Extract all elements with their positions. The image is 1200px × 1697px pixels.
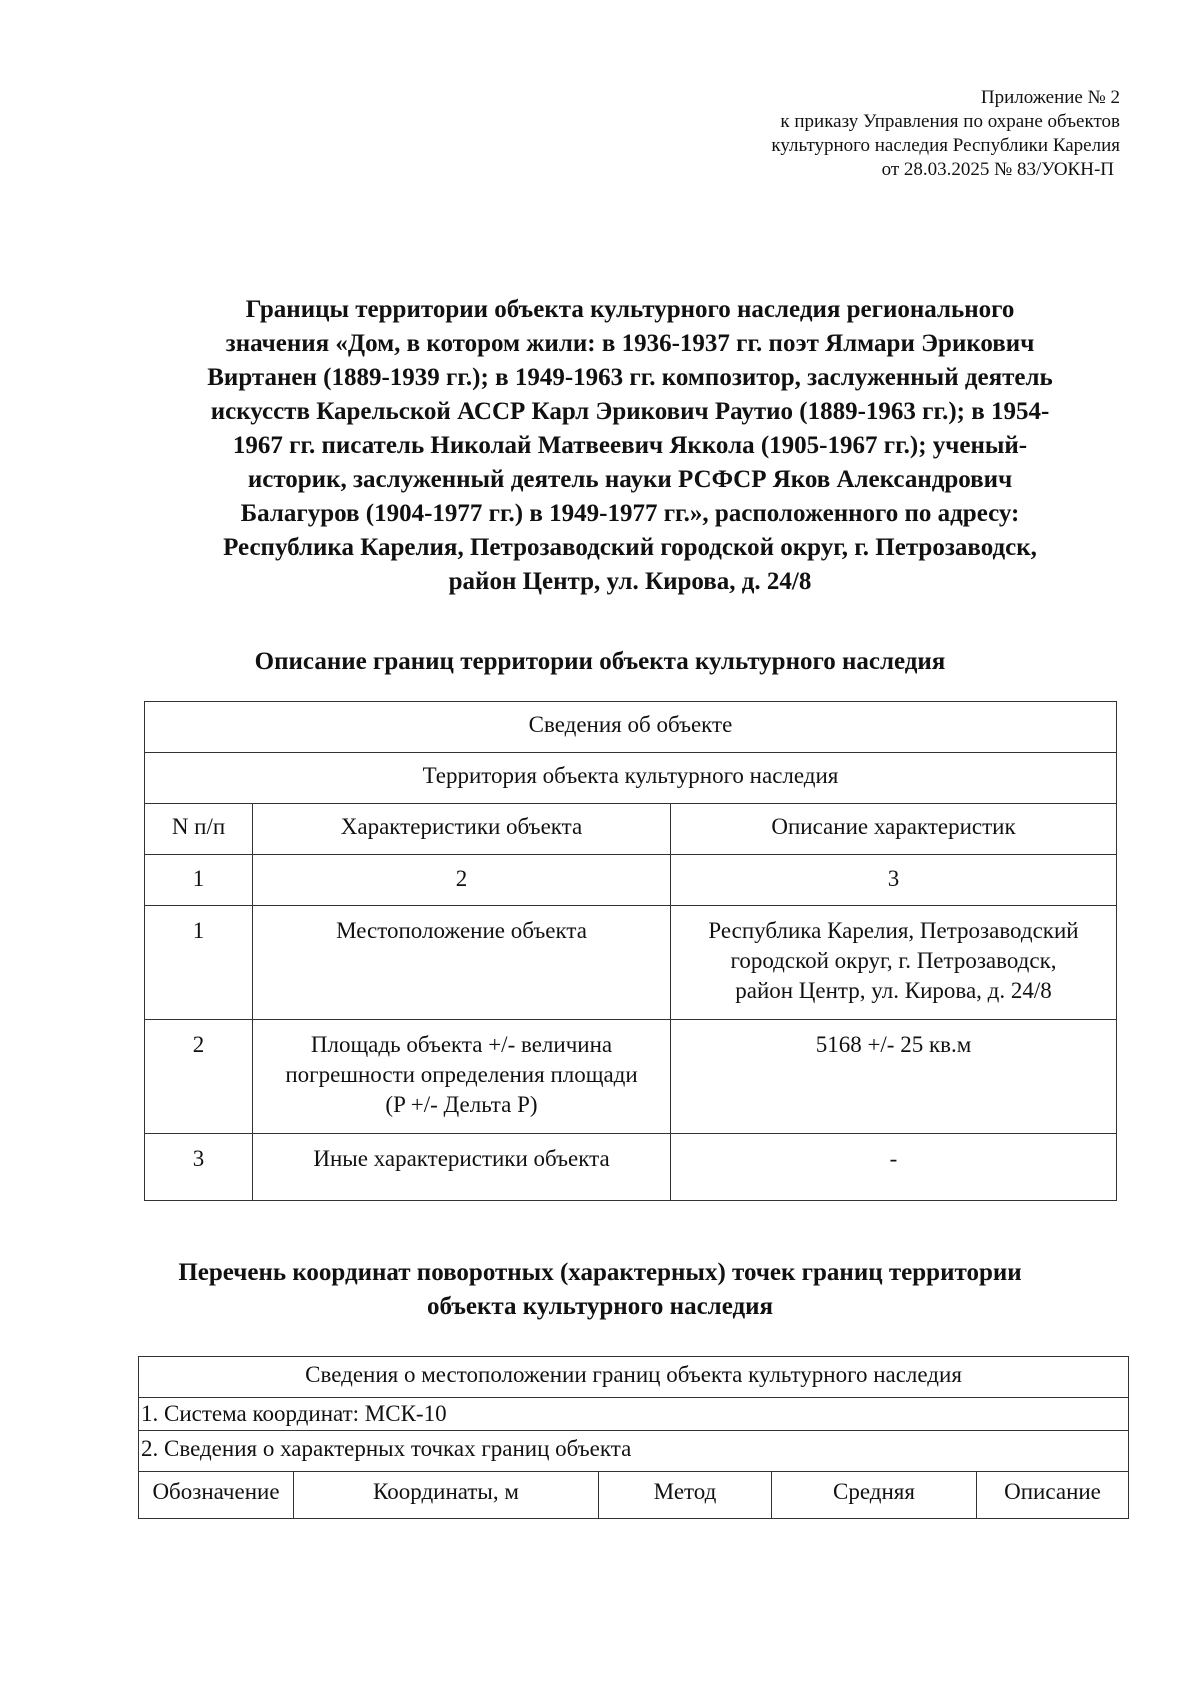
- appendix-line-1: Приложение № 2: [980, 87, 1120, 108]
- title-line: Республика Карелия, Петрозаводский городской округ, г. Петрозаводск,: [223, 534, 1037, 561]
- row-description: [671, 1020, 1117, 1134]
- text-line: 5168 +/- 25 кв.м: [815, 1032, 972, 1057]
- row-description: [671, 1134, 1117, 1201]
- table-row: [145, 1134, 1117, 1201]
- appendix-line-3: культурного наследия Республики Карелия: [771, 135, 1120, 156]
- appendix-line-4: от 28.03.2025 № 83/УОКН-П: [881, 159, 1114, 180]
- column-header-description: Описание характеристик: [671, 804, 1117, 855]
- appendix-line-2: к приказу Управления по охране объектов: [780, 111, 1120, 132]
- table-header-object-info: Сведения об объекте: [145, 702, 1117, 753]
- section1-heading-text: Описание границ территории объекта культурного наследия: [254, 648, 946, 675]
- column-header-number: N п/п: [145, 804, 253, 855]
- text-line: Местоположение объекта: [336, 918, 587, 943]
- row-number: 1: [145, 906, 253, 1020]
- table-header-territory: Территория объекта культурного наследия: [145, 753, 1117, 804]
- column-header-characteristic: Характеристики объекта: [253, 804, 671, 855]
- points-info-row: 2. Сведения о характерных точках границ объекта: [139, 1431, 1129, 1472]
- index-cell: 3: [671, 855, 1117, 906]
- row-characteristic: [253, 906, 671, 1020]
- table-column-headers: [145, 804, 1117, 855]
- text-line: Иные характеристики объекта: [313, 1146, 610, 1171]
- coordinates-table: [138, 1356, 1129, 1519]
- table-row: [145, 1020, 1117, 1134]
- title-line: Границы территории объекта культурного наследия регионального: [245, 296, 1015, 323]
- document-title: [140, 293, 1120, 599]
- object-info-table: [144, 701, 1117, 1201]
- index-cell: 2: [253, 855, 671, 906]
- coordinate-system-row: 1. Система координат: МСК-10: [139, 1398, 1129, 1431]
- row-characteristic: [253, 1134, 671, 1201]
- title-line: историк, заслуженный деятель науки РСФСР Яков Александрович: [247, 466, 1013, 493]
- title-line: искусств Карельской АССР Карл Эрикович Раутио (1889-1963 гг.); в 1954-: [210, 398, 1050, 425]
- index-cell: 1: [145, 855, 253, 906]
- text-line: -: [889, 1146, 898, 1171]
- text-line: городской округ, г. Петрозаводск,: [730, 948, 1057, 973]
- column-header-description: Описание: [977, 1472, 1129, 1519]
- title-line: 1967 гг. писатель Николай Матвеевич Яккола (1905-1967 гг.); ученый-: [232, 432, 1028, 459]
- title-line: район Центр, ул. Кирова, д. 24/8: [448, 568, 812, 595]
- column-header-method: Метод: [599, 1472, 772, 1519]
- coordinates-table-header: Сведения о местоположении границ объекта культурного наследия: [139, 1357, 1129, 1398]
- table-index-row: [145, 855, 1117, 906]
- title-line: Балагуров (1904-1977 гг.) в 1949-1977 гг.», расположенного по адресу:: [240, 500, 1020, 527]
- title-line: Виртанен (1889-1939 гг.); в 1949-1963 гг. композитор, заслуженный деятель: [207, 364, 1053, 391]
- title-line: значения «Дом, в котором жили: в 1936-1937 гг. поэт Ялмари Эрикович: [225, 330, 1035, 357]
- column-header-designation: Обозначение: [139, 1472, 294, 1519]
- row-characteristic: [253, 1020, 671, 1134]
- row-number: 2: [145, 1020, 253, 1134]
- row-number: 3: [145, 1134, 253, 1201]
- text-line: Республика Карелия, Петрозаводский: [708, 918, 1079, 943]
- table-row: [145, 906, 1117, 1020]
- column-header-coordinates: Координаты, м: [294, 1472, 599, 1519]
- text-line: (P +/- Дельта P): [385, 1092, 538, 1117]
- appendix-block: [600, 86, 1120, 182]
- coordinates-column-headers: [139, 1472, 1129, 1519]
- section2-heading: [100, 1256, 1100, 1324]
- text-line: погрешности определения площади: [285, 1062, 638, 1087]
- section2-heading-line: объекта культурного наследия: [426, 1293, 774, 1320]
- text-line: район Центр, ул. Кирова, д. 24/8: [735, 978, 1052, 1003]
- section1-heading: [100, 645, 1100, 679]
- section2-heading-line: Перечень координат поворотных (характерных) точек границ территории: [178, 1259, 1022, 1286]
- column-header-mean: Средняя: [772, 1472, 977, 1519]
- row-description: [671, 906, 1117, 1020]
- text-line: Площадь объекта +/- величина: [310, 1032, 613, 1057]
